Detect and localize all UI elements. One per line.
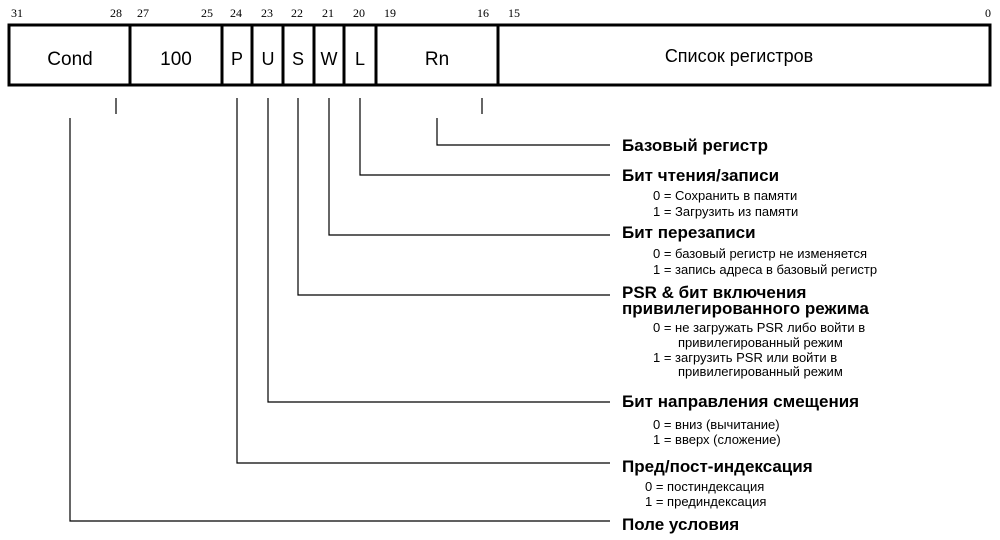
description-rn	[622, 136, 768, 155]
instruction-word-box	[9, 25, 990, 85]
description-title: Бит направления смещения	[622, 392, 860, 411]
description-line: привилегированный режим	[678, 364, 843, 379]
description-line: привилегированный режим	[678, 335, 843, 350]
bit-number-25: 25	[201, 6, 213, 20]
description-p	[622, 457, 813, 509]
description-line: 0 = Сохранить в памяти	[653, 188, 798, 203]
description-w	[622, 223, 877, 277]
field-s: S	[291, 49, 305, 69]
field-l: L	[354, 49, 366, 69]
leader-line-p	[237, 98, 610, 463]
description-line: 0 = вниз (вычитание)	[653, 417, 780, 432]
description-line: 0 = не загружать PSR либо войти в	[653, 320, 866, 335]
description-title-cont: привилегированного режима	[622, 299, 869, 318]
bit-number-31: 31	[11, 6, 23, 20]
field-rn: Rn	[424, 49, 450, 70]
description-line: 1 = запись адреса в базовый регистр	[653, 262, 878, 277]
bit-number-28: 28	[110, 6, 122, 20]
description-cond	[622, 515, 739, 534]
field-w: W	[320, 49, 338, 69]
bit-number-24: 24	[230, 6, 242, 20]
description-title: Базовый регистр	[622, 136, 768, 155]
description-title: Пред/пост-индексация	[622, 457, 813, 476]
bit-number-16: 16	[477, 6, 489, 20]
description-title: Бит перезаписи	[622, 223, 756, 242]
bit-number-21: 21	[322, 6, 334, 20]
bit-number-19: 19	[384, 6, 396, 20]
description-title: PSR & бит включения	[622, 283, 807, 302]
description-l	[622, 166, 798, 219]
field-register-list: Список регистров	[664, 46, 814, 66]
leader-line-l	[360, 98, 610, 175]
description-line: 0 = базовый регистр не изменяется	[653, 246, 867, 261]
description-line: 1 = прединдексация	[645, 494, 767, 509]
field-opcode: 100	[160, 49, 192, 70]
bit-number-15: 15	[508, 6, 520, 20]
description-u	[622, 392, 859, 447]
description-line: 1 = загрузить PSR или войти в	[653, 350, 838, 365]
leader-lines	[70, 98, 610, 521]
description-s	[622, 283, 869, 379]
description-line: 1 = Загрузить из памяти	[653, 204, 799, 219]
description-line: 0 = постиндексация	[645, 479, 765, 494]
leader-line-rn	[437, 118, 610, 145]
bit-number-row	[11, 6, 991, 20]
field-p: P	[230, 49, 244, 69]
description-line: 1 = вверх (сложение)	[653, 432, 781, 447]
description-title: Поле условия	[622, 515, 740, 534]
field-u: U	[261, 49, 275, 69]
bit-number-23: 23	[261, 6, 273, 20]
bit-number-22: 22	[291, 6, 303, 20]
bit-number-27: 27	[137, 6, 149, 20]
leader-line-s	[298, 98, 610, 295]
leader-line-w	[329, 98, 610, 235]
bit-number-0: 0	[985, 6, 991, 20]
field-cond: Cond	[47, 49, 93, 70]
leader-line-cond	[70, 118, 610, 521]
description-title: Бит чтения/записи	[622, 166, 780, 185]
bit-number-20: 20	[353, 6, 365, 20]
leader-line-u	[268, 98, 610, 402]
